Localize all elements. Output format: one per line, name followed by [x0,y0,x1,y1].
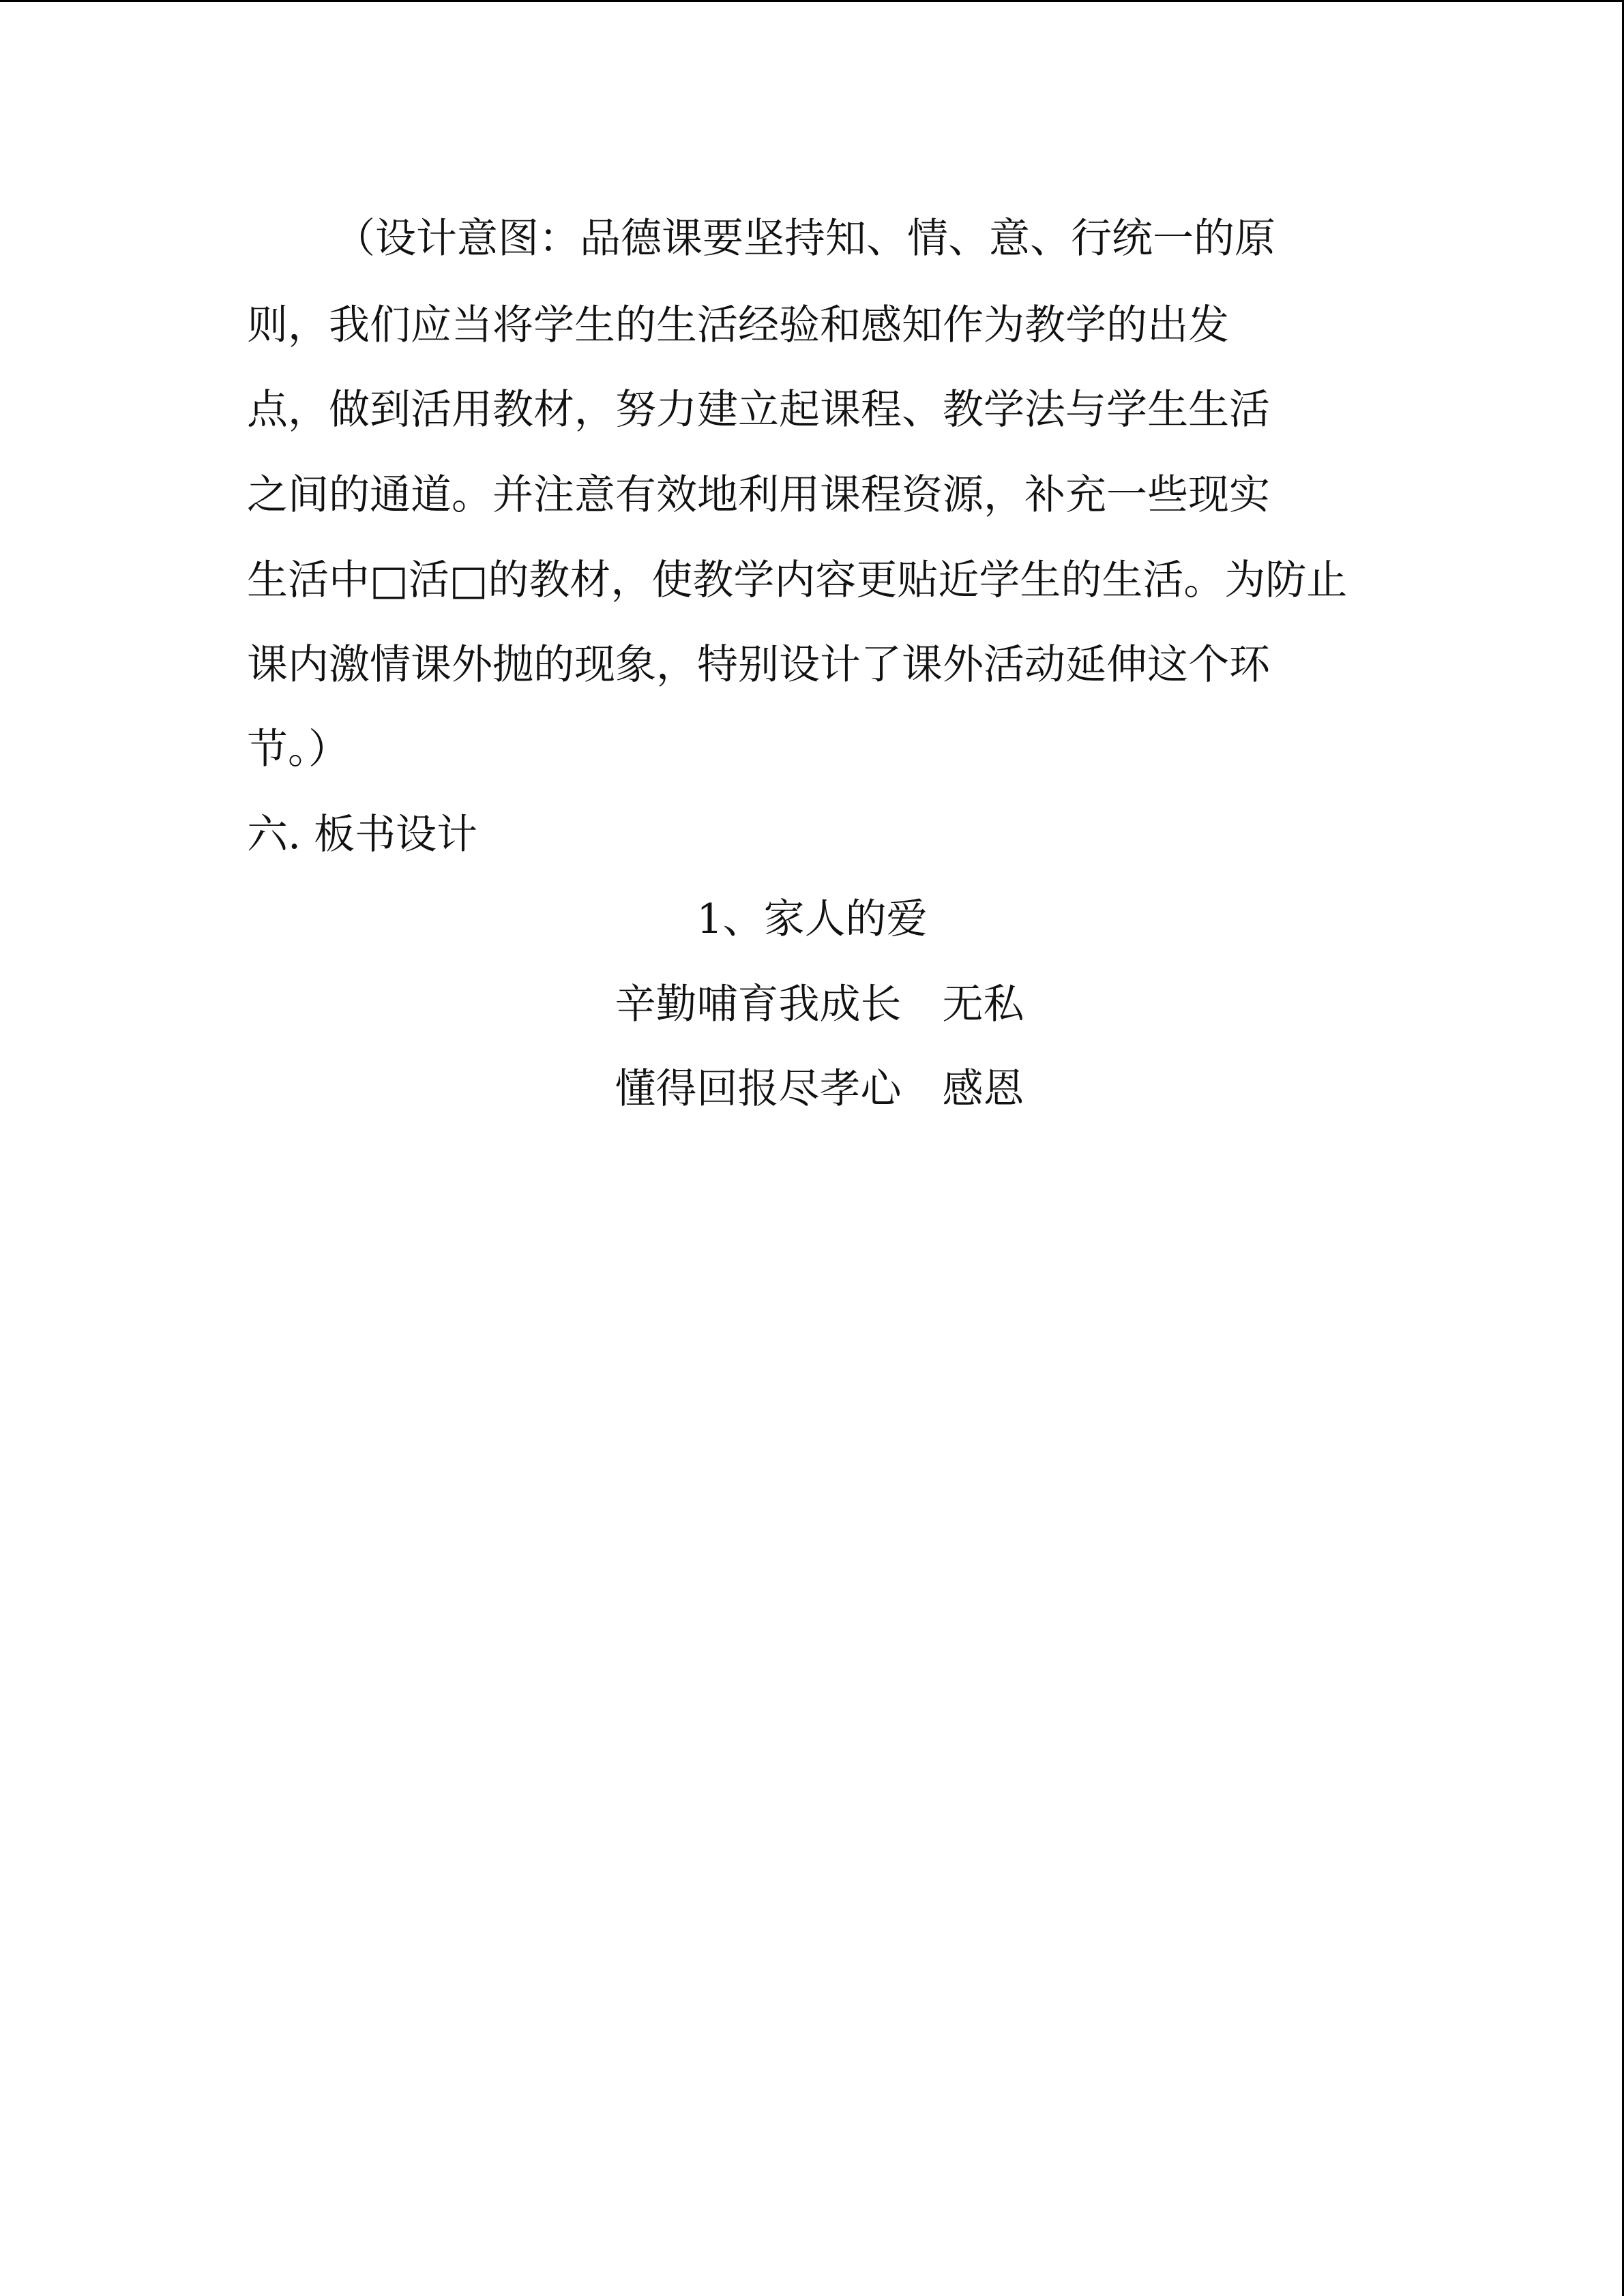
paragraph-line-7: 节。） [247,726,349,773]
page-top-border [0,0,1624,2]
paragraph-line-1: （设计意图：品德课要坚持知、情、意、行统一的原 [334,215,1275,263]
paragraph-line-5: 生活中□活□的教材，使教学内容更贴近学生的生活。为防止 [247,556,1348,604]
paragraph-line-6: 课内激情课外抛的现象，特别设计了课外活动延伸这个环 [247,641,1270,689]
board-line-1: 辛勤哺育我成长 无私 [615,981,1024,1028]
paragraph-line-4: 之间的通道。并注意有效地利用课程资源，补充一些现实 [247,471,1270,519]
paragraph-line-3: 点，做到活用教材，努力建立起课程、教学法与学生生活 [247,386,1270,434]
board-title: 1、家人的爱 [696,895,928,943]
section-heading: 六. 板书设计 [247,811,478,859]
paragraph-line-2: 则，我们应当将学生的生活经验和感知作为教学的出发 [247,301,1229,349]
board-line-2: 懂得回报尽孝心 感恩 [615,1065,1024,1113]
